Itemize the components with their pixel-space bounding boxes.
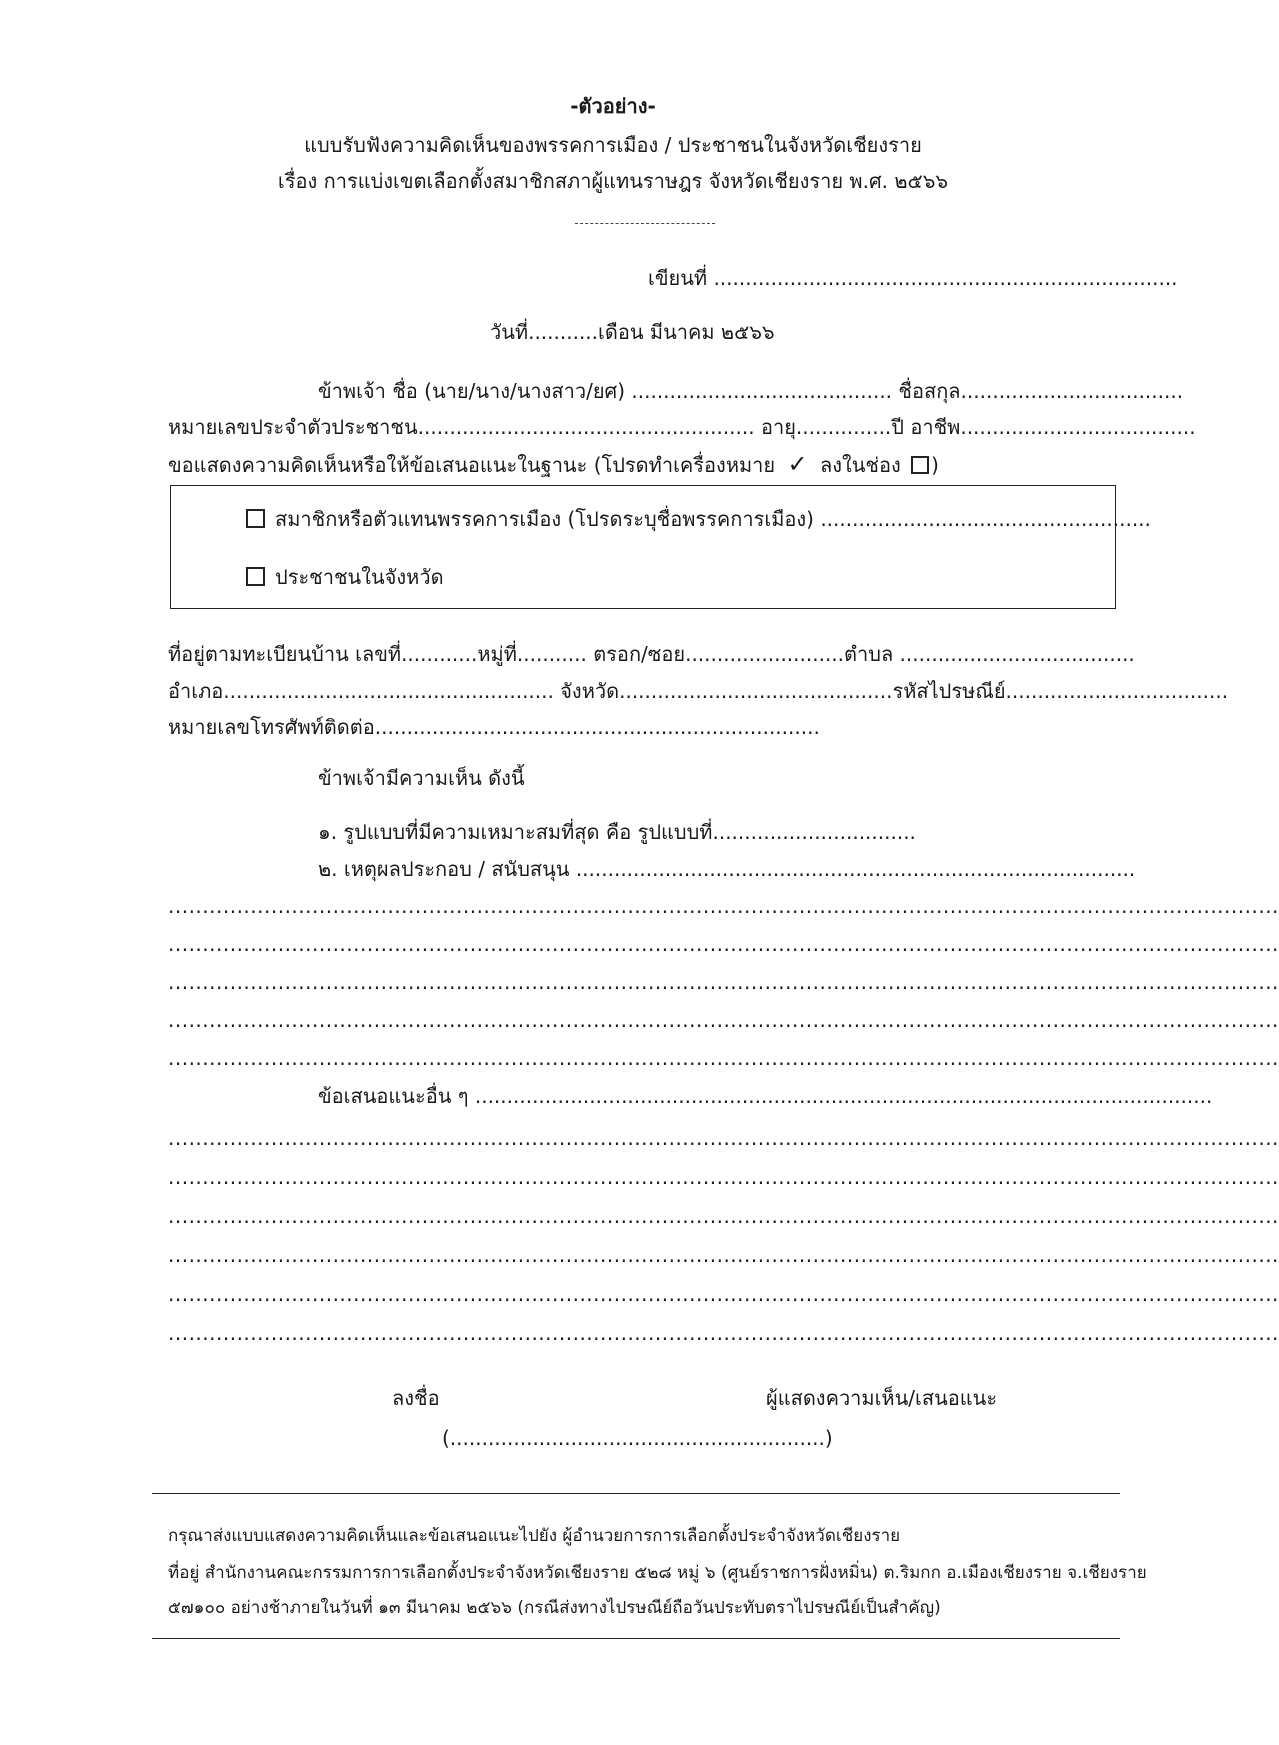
footer-divider-bottom (152, 1638, 1120, 1639)
opinion-item2-field[interactable]: ๒. เหตุผลประกอบ / สนับสนุน ........................................................................................ (318, 857, 1136, 881)
status-instruction-middle: ลงในช่อง (819, 453, 901, 477)
form-title: แบบรับฟังความคิดเห็นของพรรคการเมือง / ประชาชนในจังหวัดเชียงราย (304, 133, 922, 157)
footer-line2: ที่อยู่ สำนักงานคณะกรรมการการเลือกตั้งประจำจังหวัดเชียงราย ๕๒๘ หมู่ ๖ (ศูนย์ราชการฝั่งหมิ่น) ต.ริมกก อ.เมืองเชียงราย จ.เชียงราย (168, 1563, 1147, 1583)
party-member-label: สมาชิกหรือตัวแทนพรรคการเมือง (โปรดระบุชื่อพรรคการเมือง) .................................................... (275, 507, 1151, 531)
role-label: ผู้แสดงความเห็น/เสนอแนะ (766, 1386, 998, 1410)
footer-line3: ๕๗๑๐๐ อย่างช้าภายในวันที่ ๑๓ มีนาคม ๒๕๖๖ (กรณีส่งทางไปรษณีย์ถือวันประทับตราไปรษณีย์เป็นสำคัญ) (168, 1598, 941, 1618)
party-member-checkbox[interactable] (246, 509, 265, 528)
suggestions-field[interactable]: ข้อเสนอแนะอื่น ๆ .................................................................................................................... (318, 1084, 1213, 1108)
address-line1-field[interactable]: ที่อยู่ตามทะเบียนบ้าน เลขที่............หมู่ที่........... ตรอก/ซอย.........................ตำบล ..................................... (168, 642, 1135, 666)
citizen-label: ประชาชนในจังหวัด (275, 565, 444, 589)
suggestions-blank-line[interactable]: .................................................................................................................................................................. (168, 1243, 1279, 1267)
signer-name-field[interactable]: (...........................................................) (442, 1426, 833, 1450)
citizen-checkbox[interactable] (246, 567, 265, 586)
suggestions-blank-line[interactable]: .................................................................................................................................................................. (168, 1282, 1279, 1306)
footer-line1: กรุณาส่งแบบแสดงความคิดเห็นและข้อเสนอแนะไปยัง ผู้อำนวยการการเลือกตั้งประจำจังหวัดเชียงราย (168, 1526, 901, 1546)
opinion-intro: ข้าพเจ้ามีความเห็น ดังนี้ (318, 766, 525, 790)
suggestions-blank-line[interactable]: .................................................................................................................................................................. (168, 1165, 1279, 1189)
suggestions-blank-line[interactable]: .................................................................................................................................................................. (168, 1204, 1279, 1228)
suggestions-blank-line[interactable]: .................................................................................................................................................................. (168, 1126, 1279, 1150)
form-subject: เรื่อง การแบ่งเขตเลือกตั้งสมาชิกสภาผู้แทนราษฎร จังหวัดเชียงราย พ.ศ. ๒๕๖๖ (277, 169, 949, 193)
title-separator (575, 223, 715, 224)
opinion-blank-line[interactable]: .................................................................................................................................................................. (168, 1008, 1279, 1032)
phone-field[interactable]: หมายเลขโทรศัพท์ติดต่อ...................................................................... (168, 715, 820, 739)
opinion-blank-line[interactable]: .................................................................................................................................................................. (168, 894, 1279, 918)
opinion-item1-field[interactable]: ๑. รูปแบบที่มีความเหมาะสมที่สุด คือ รูปแบบที่................................ (318, 820, 916, 844)
id-age-occupation-field[interactable]: หมายเลขประจำตัวประชาชน..................................................... อายุ...............ปี อาชีพ..................................... (168, 415, 1196, 439)
option-party-member[interactable] (246, 505, 1151, 533)
opinion-blank-line[interactable]: .................................................................................................................................................................. (168, 970, 1279, 994)
suggestions-blank-line[interactable]: .................................................................................................................................................................. (168, 1321, 1279, 1345)
footer-divider-top (152, 1493, 1120, 1494)
written-at-field[interactable]: เขียนที่ ......................................................................... (648, 266, 1178, 290)
option-citizen[interactable] (246, 563, 444, 591)
address-line2-field[interactable]: อำเภอ.................................................... จังหวัด...........................................รหัสไปรษณีย์................................... (168, 679, 1229, 703)
sample-label: -ตัวอย่าง- (570, 94, 656, 118)
status-instruction-suffix: ) (931, 453, 939, 477)
status-instruction (168, 450, 939, 479)
check-mark-icon: ✓ (787, 450, 808, 478)
status-instruction-prefix: ขอแสดงความคิดเห็นหรือให้ข้อเสนอแนะในฐานะ (โปรดทำเครื่องหมาย (168, 453, 776, 477)
opinion-blank-line[interactable]: .................................................................................................................................................................. (168, 932, 1279, 956)
name-field[interactable]: ข้าพเจ้า ชื่อ (นาย/นาง/นางสาว/ยศ) ......................................... ชื่อสกุล................................... (318, 379, 1184, 403)
checkbox-example-icon (911, 456, 929, 474)
date-field[interactable]: วันที่...........เดือน มีนาคม ๒๕๖๖ (490, 320, 775, 344)
sign-label: ลงชื่อ (392, 1386, 440, 1410)
opinion-blank-line[interactable]: .................................................................................................................................................................. (168, 1046, 1279, 1070)
